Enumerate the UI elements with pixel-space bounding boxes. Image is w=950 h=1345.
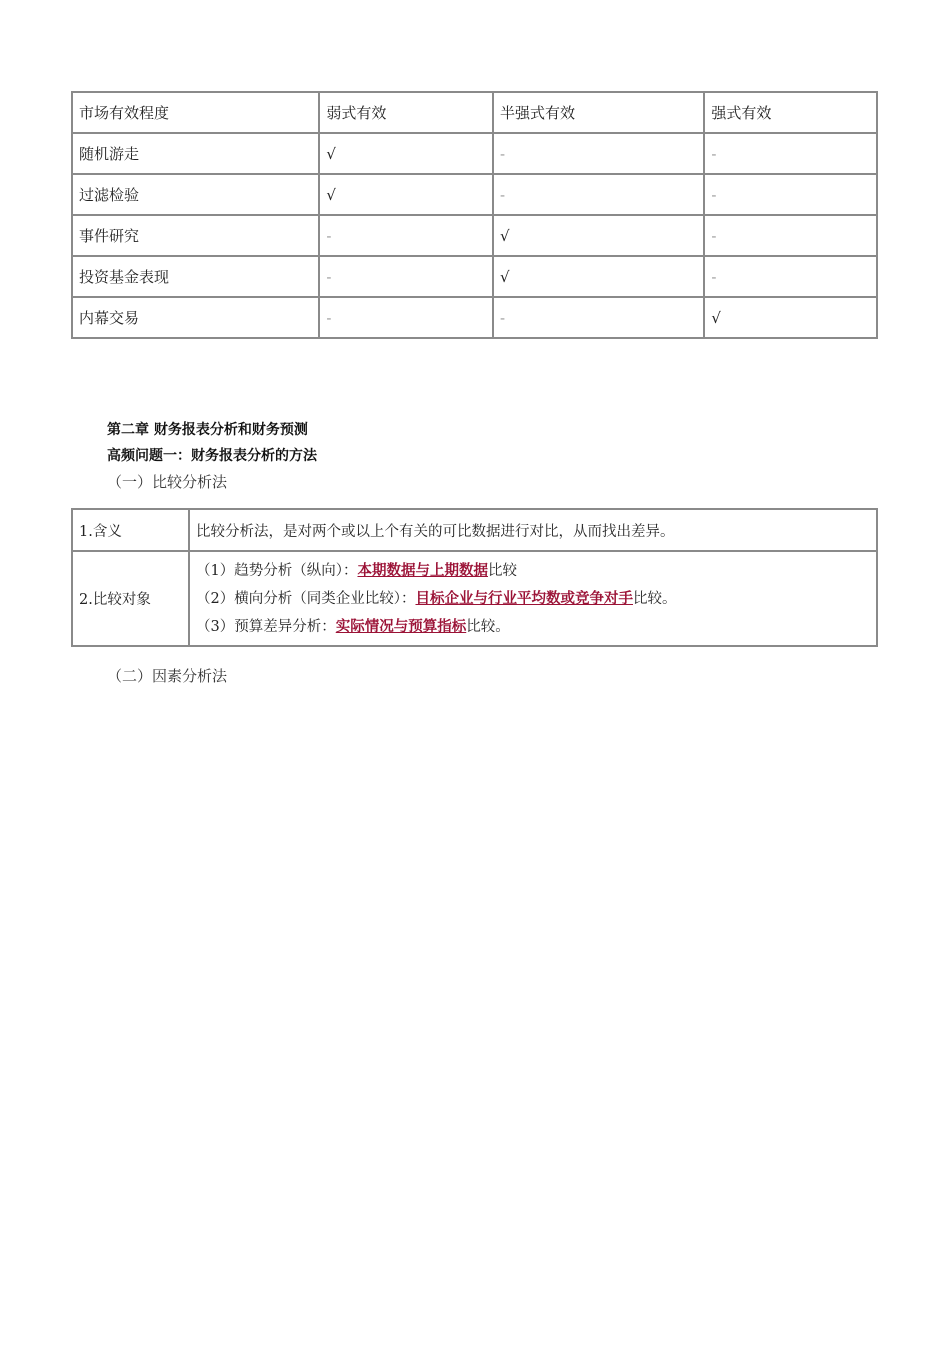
check-mark: √	[319, 174, 493, 215]
check-mark: √	[704, 297, 877, 338]
row-label: 投资基金表现	[72, 256, 319, 297]
line-prefix: （1）趋势分析（纵向）：	[196, 562, 358, 579]
line-suffix: 比较。	[466, 618, 510, 635]
row-label: 随机游走	[72, 133, 319, 174]
table-header-row	[72, 92, 877, 133]
table-row	[72, 174, 877, 215]
row-label: 事件研究	[72, 215, 319, 256]
table-row	[72, 133, 877, 174]
comparison-method-table	[71, 508, 878, 647]
table-row	[72, 297, 877, 338]
line-suffix: 比较。	[632, 590, 677, 607]
header-cell: 强式有效	[704, 92, 877, 133]
header-cell: 弱式有效	[319, 92, 493, 133]
highlighted-text: 本期数据与上期数据	[357, 561, 488, 579]
dash-mark: -	[493, 133, 704, 174]
question-title: 高频问题一：财务报表分析的方法	[107, 448, 317, 464]
table-row	[72, 509, 877, 551]
section-heading: （二）因素分析法	[107, 667, 228, 685]
check-mark: √	[319, 133, 493, 174]
check-mark: √	[493, 215, 704, 256]
highlighted-text: 目标企业与行业平均数或竞争对手	[415, 589, 633, 607]
table-row	[72, 215, 877, 256]
highlighted-text: 实际情况与预算指标	[335, 617, 467, 635]
dash-mark: -	[704, 133, 877, 174]
dash-mark: -	[493, 297, 704, 338]
line-suffix: 比较	[487, 562, 517, 579]
section-heading: （一）比较分析法	[107, 473, 228, 491]
dash-mark: -	[319, 215, 493, 256]
check-mark: √	[493, 256, 704, 297]
comparison-line	[196, 613, 870, 641]
table-row	[72, 256, 877, 297]
header-cell: 市场有效程度	[72, 92, 319, 133]
line-prefix: （3）预算差异分析：	[196, 618, 336, 635]
definition-text: 比较分析法，是对两个或以上个有关的可比数据进行对比，从而找出差异。	[189, 509, 877, 551]
dash-mark: -	[493, 174, 704, 215]
table-row	[72, 551, 877, 646]
dash-mark: -	[319, 297, 493, 338]
header-cell: 半强式有效	[493, 92, 704, 133]
dash-mark: -	[704, 174, 877, 215]
chapter-title: 第二章 财务报表分析和财务预测	[107, 422, 308, 438]
dash-mark: -	[704, 215, 877, 256]
row-label: 过滤检验	[72, 174, 319, 215]
row-label: 1.含义	[72, 509, 189, 551]
comparison-objects-cell	[189, 551, 877, 646]
comparison-line	[196, 585, 870, 613]
line-prefix: （2）横向分析（同类企业比较）：	[196, 590, 416, 607]
market-efficiency-table	[71, 91, 878, 339]
comparison-line	[196, 557, 870, 585]
row-label: 内幕交易	[72, 297, 319, 338]
row-label: 2.比较对象	[72, 551, 189, 646]
dash-mark: -	[319, 256, 493, 297]
dash-mark: -	[704, 256, 877, 297]
